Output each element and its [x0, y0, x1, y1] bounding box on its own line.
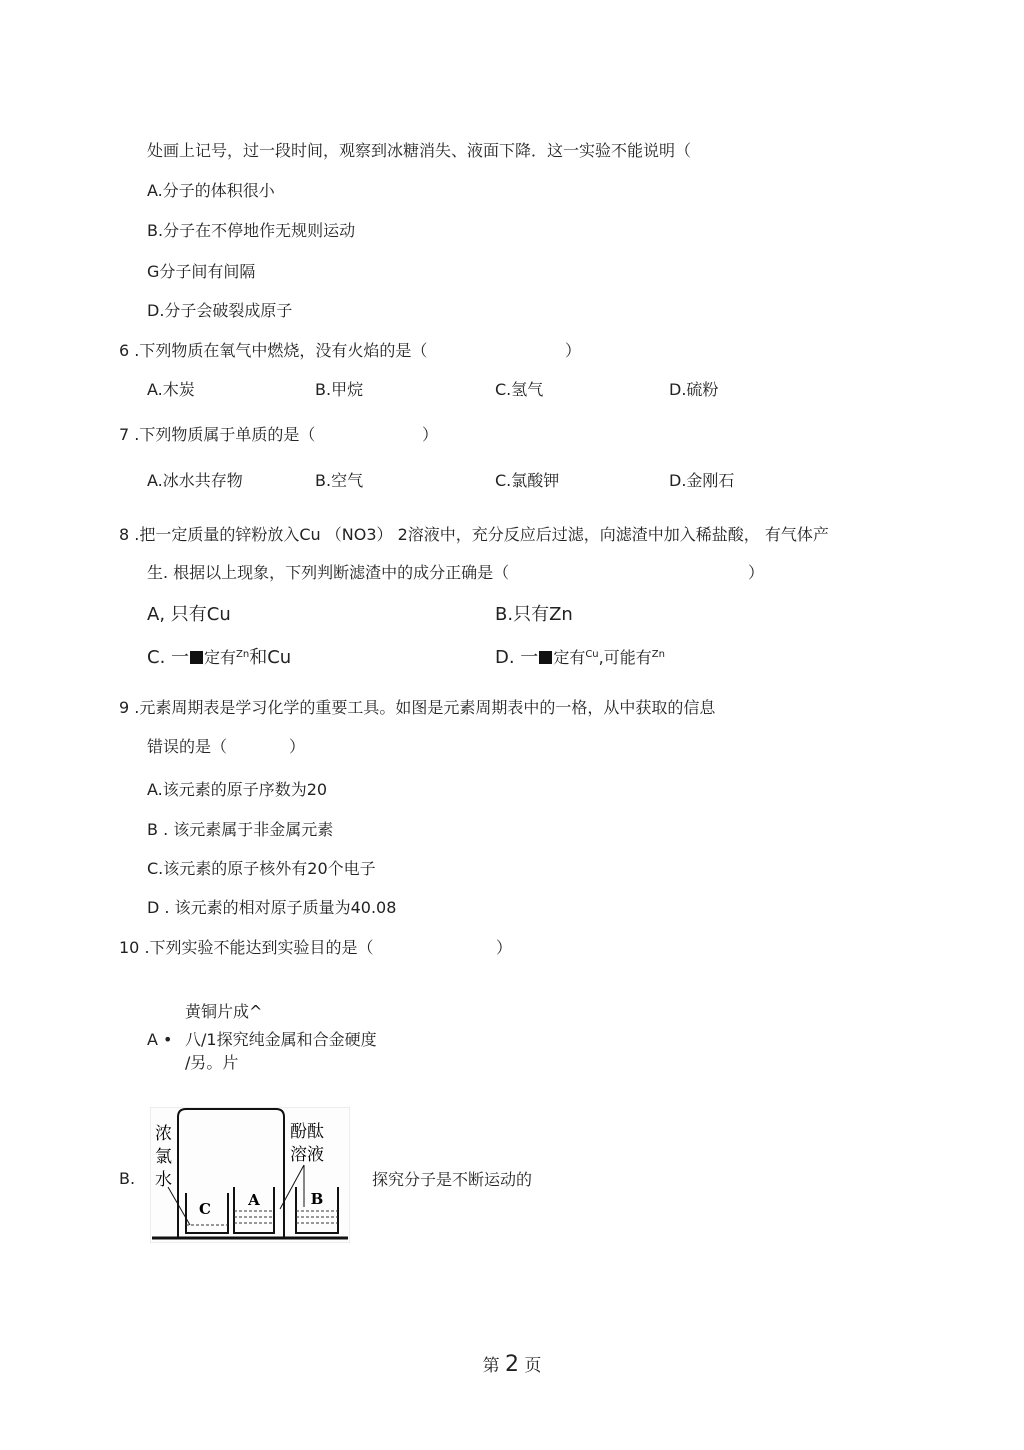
page-number: 2 [505, 1352, 519, 1377]
q8-option-b: B.只有Zn [495, 604, 573, 625]
q8-stem-line-2: 生. 根据以上现象，下列判断滤渣中的成分正确是（ [147, 563, 510, 582]
beaker-a-label: A [248, 1191, 260, 1209]
q9-option-b: B . 该元素属于非金属元素 [147, 820, 334, 839]
q8-option-c: C. 一 定有$^{Zn}$和Cu [147, 647, 292, 668]
q7-option-b: B.空气 [315, 471, 364, 490]
q9-option-a: A.该元素的原子序数为20 [147, 780, 328, 799]
q7-option-d: D.金刚石 [669, 471, 735, 490]
q10-a-figure-label-top: 黄铜片成^ [185, 1002, 263, 1021]
q6-option-a: A.木炭 [147, 380, 195, 399]
q10-close-paren: ） [496, 938, 513, 957]
q9-stem-line-1: 9 .元素周期表是学习化学的重要工具。如图是元素周期表中的一格，从中获取的信息 [119, 698, 716, 717]
q7-close-paren: ） [422, 425, 439, 444]
page-number-footer: 第 2 页 [482, 1352, 542, 1377]
q10-a-figure-label-bottom: /另。片 [185, 1053, 239, 1072]
q9-option-c: C.该元素的原子核外有20个电子 [147, 859, 376, 878]
q6-stem: 6 .下列物质在氧气中燃烧，没有火焰的是（ [119, 341, 428, 360]
ammonia-label-2: 氯 [155, 1147, 172, 1167]
q9-stem-line-2: 错误的是（ [147, 737, 228, 756]
phenolphthalein-label-2: 溶液 [290, 1145, 324, 1165]
q6-option-c: C.氢气 [495, 380, 544, 399]
q10-stem: 10 .下列实验不能达到实验目的是（ [119, 938, 374, 957]
q7-option-c: C.氯酸钾 [495, 471, 560, 490]
q5-option-d: D.分子会破裂成原子 [147, 301, 293, 320]
ammonia-label-1: 浓 [155, 1124, 172, 1144]
beaker-c-label: C [199, 1200, 211, 1218]
q10-option-b-marker: B. [119, 1169, 136, 1188]
q6-close-paren: ） [565, 341, 582, 360]
filled-square-icon [190, 651, 203, 664]
q8-stem-line-1: 8 .把一定质量的锌粉放入Cu （NO3） 2溶液中，充分反应后过滤，向滤渣中加入稀盐酸， 有气体产 [119, 525, 829, 544]
q6-option-d: D.硫粉 [669, 380, 719, 399]
q10-option-a-text: 八/1探究纯金属和合金硬度 [185, 1030, 377, 1049]
q7-option-a: A.冰水共存物 [147, 471, 243, 490]
q6-option-b: B.甲烷 [315, 380, 364, 399]
beaker-b-label: B [310, 1190, 324, 1208]
q5-option-a: A.分子的体积很小 [147, 181, 275, 200]
q5-option-c: G分子间有间隔 [147, 262, 256, 281]
q9-option-d: D . 该元素的相对原子质量为40.08 [147, 898, 397, 917]
q8-option-a: A, 只有Cu [147, 604, 231, 625]
molecular-motion-experiment-figure [150, 1107, 350, 1243]
q8-close-paren: ） [748, 563, 765, 582]
phenolphthalein-label-1: 酚酞 [290, 1122, 324, 1142]
filled-square-icon [539, 651, 552, 664]
q10-option-a-marker: A • [147, 1030, 173, 1049]
q5-option-b: B.分子在不停地作无规则运动 [147, 221, 356, 240]
q8-option-d: D. 一 定有$^{Cu}$,可能有$^{Zn}$ [495, 647, 665, 668]
q9-close-paren: ） [289, 737, 306, 756]
ammonia-label-3: 水 [155, 1170, 172, 1190]
q5-stem-line: 处画上记号，过一段时间，观察到冰糖消失、液面下降．这一实验不能说明（ [147, 141, 692, 160]
q10-option-b-text: 探究分子是不断运动的 [372, 1170, 533, 1189]
q7-stem: 7 .下列物质属于单质的是（ [119, 425, 316, 444]
